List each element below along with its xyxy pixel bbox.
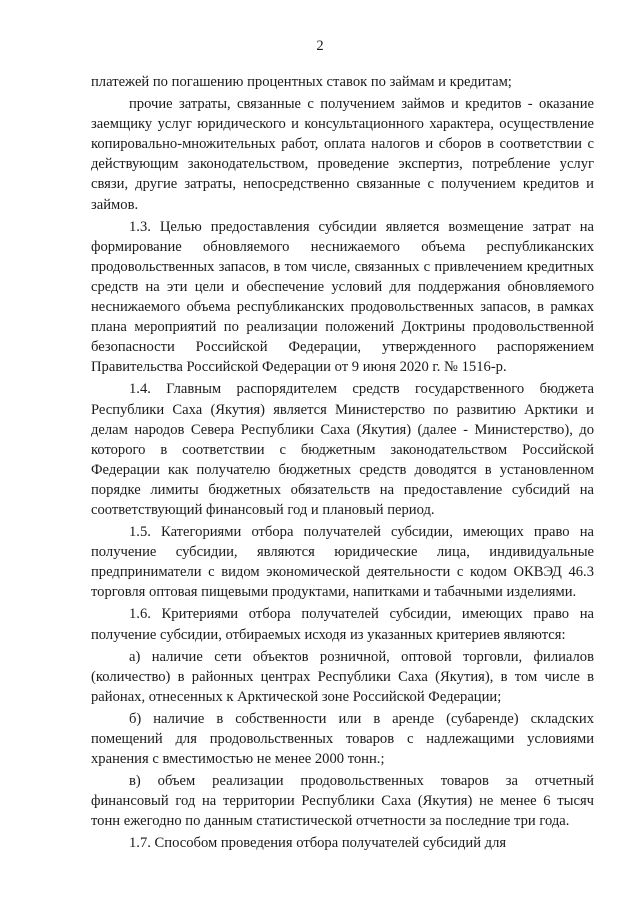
paragraph-1-6-selection-criteria: 1.6. Критериями отбора получателей субсидии, имеющих право на получение субсидии, отбираемых исходя из указанных критериев являются:: [91, 606, 594, 643]
paragraph-1-3-subsidy-purpose: 1.3. Целью предоставления субсидии является возмещение затрат на формирование обновляемого неснижаемого объема республиканских продовольственных запасов, в том числе, связанных с привлечением кредитных средств на эти цели и обеспечение условий для поддержания обновляемого неснижаемого объема республиканских продовольственных запасов, в рамках плана мероприятий по реализации положений Доктрины продовольственной безопасности Российской Федерации, утвержденного распоряжением Правительства Российской Федерации от 9 июня 2020 г. № 1516-р.: [91, 218, 594, 376]
paragraph-criterion-a: а) наличие сети объектов розничной, оптовой торговли, филиалов (количество) в районных центрах Республики Саха (Якутия), в том числе в районах, отнесенных к Арктической зоне Российской Федерации;: [91, 648, 594, 705]
paragraph-1-5-recipient-categories: 1.5. Категориями отбора получателей субсидии, имеющих право на получение субсидии, являются юридические лица, индивидуальные предприниматели с видом экономической деятельности с кодом ОКВЭД 46.3 торговля оптовая пищевыми продуктами, напитками и табачными изделиями.: [91, 524, 594, 601]
paragraph-other-costs: прочие затраты, связанные с получением займов и кредитов - оказание заемщику услуг юридического и консультационного характера, осуществление копировально-множительных работ, оплата налогов и сборов в соответствии с действующим законодательством, проведение экспертиз, потребление услуг связи, другие затраты, непосредственно связанные с получением кредитов и займов.: [91, 96, 594, 213]
paragraph-criterion-b: б) наличие в собственности или в аренде (субаренде) складских помещений для продовольственных товаров с надлежащими условиями хранения с вместимостью не менее 2000 тонн.;: [91, 710, 594, 768]
page-number: 2: [316, 38, 324, 54]
paragraph-1-4-chief-administrator: 1.4. Главным распорядителем средств государственного бюджета Республики Саха (Якутия) является Министерство по развитию Арктики и делам народов Севера Республики Саха (Якутия) (далее - Министерство), до которого в соответствии с бюджетным законодательством Российской Федерации как получателю бюджетных средств доводятся в установленном порядке лимиты бюджетных обязательств на предоставление субсидий на соответствующий финансовый год и плановый период.: [91, 381, 594, 518]
paragraph-interest-payments: платежей по погашению процентных ставок по займам и кредитам;: [91, 74, 512, 90]
paragraph-1-7-selection-method: 1.7. Способом проведения отбора получателей субсидий для: [129, 835, 507, 852]
document-body: [91, 72, 594, 856]
paragraph-criterion-c: в) объем реализации продовольственных товаров за отчетный финансовый год на территории Республики Саха (Якутия) не менее 6 тысяч тонн ежегодно по данным статистической отчетности за последние три года.: [91, 773, 594, 830]
